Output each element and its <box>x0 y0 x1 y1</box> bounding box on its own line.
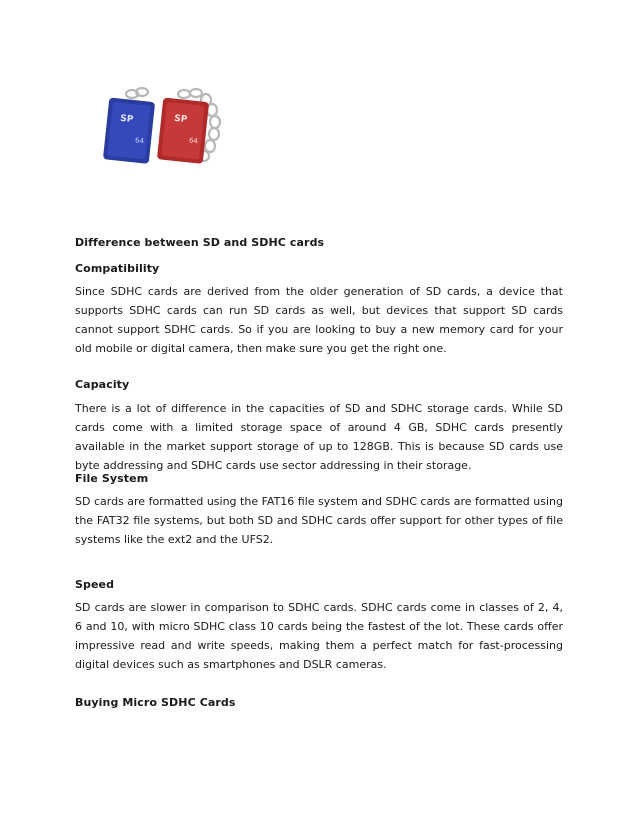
section-speed <box>75 578 563 592</box>
section-compatibility <box>75 262 563 276</box>
section-body: SD cards are formatted using the FAT16 file system and SDHC cards are formatted using the FAT32 file systems, but both SD and SDHC cards offer support for other types of file systems like the ext2 and the UFS2. <box>75 495 563 546</box>
document-title-block <box>75 236 563 250</box>
section-buying <box>75 696 563 710</box>
blue-drive-logo: SP <box>119 113 134 126</box>
section-heading: Compatibility <box>75 262 160 275</box>
red-drive-capacity: 64 <box>188 136 199 146</box>
section-capacity-body <box>75 399 563 475</box>
section-file-system-body <box>75 492 563 549</box>
section-body: SD cards are slower in comparison to SDHC cards. SDHC cards come in classes of 2, 4, 6 and 10, with micro SDHC class 10 cards being the fastest of the lot. These cards offer impressive read and write speeds, making them a perfect match for fast-processing digital devices such as smartphones and DSLR cameras. <box>75 601 563 671</box>
section-heading: Speed <box>75 578 115 591</box>
section-body: Since SDHC cards are derived from the older generation of SD cards, a device that supports SDHC cards can run SD cards as well, but devices that support SD cards cannot support SDHC cards. So if you are looking to buy a new memory card for your old mobile or digital camera, then make sure you get the right one. <box>75 285 563 355</box>
red-drive-logo: SP <box>173 113 188 126</box>
blue-drive-capacity: 64 <box>134 136 145 146</box>
section-heading: Buying Micro SDHC Cards <box>75 696 236 709</box>
section-capacity <box>75 378 563 392</box>
section-heading: Capacity <box>75 378 130 391</box>
section-body: There is a lot of difference in the capacities of SD and SDHC storage cards. While SD cards come with a limited storage space of around 4 GB, SDHC cards presently available in the market support storage of up to 128GB. This is because SD cards use byte addressing and SDHC cards use sector addressing in their storage. <box>75 402 563 472</box>
section-heading: File System <box>75 472 149 485</box>
section-file-system <box>75 472 563 486</box>
section-speed-body <box>75 598 563 674</box>
document-title: Difference between SD and SDHC cards <box>75 236 325 249</box>
flash-drives-image <box>92 86 242 176</box>
section-compatibility-body <box>75 282 563 358</box>
